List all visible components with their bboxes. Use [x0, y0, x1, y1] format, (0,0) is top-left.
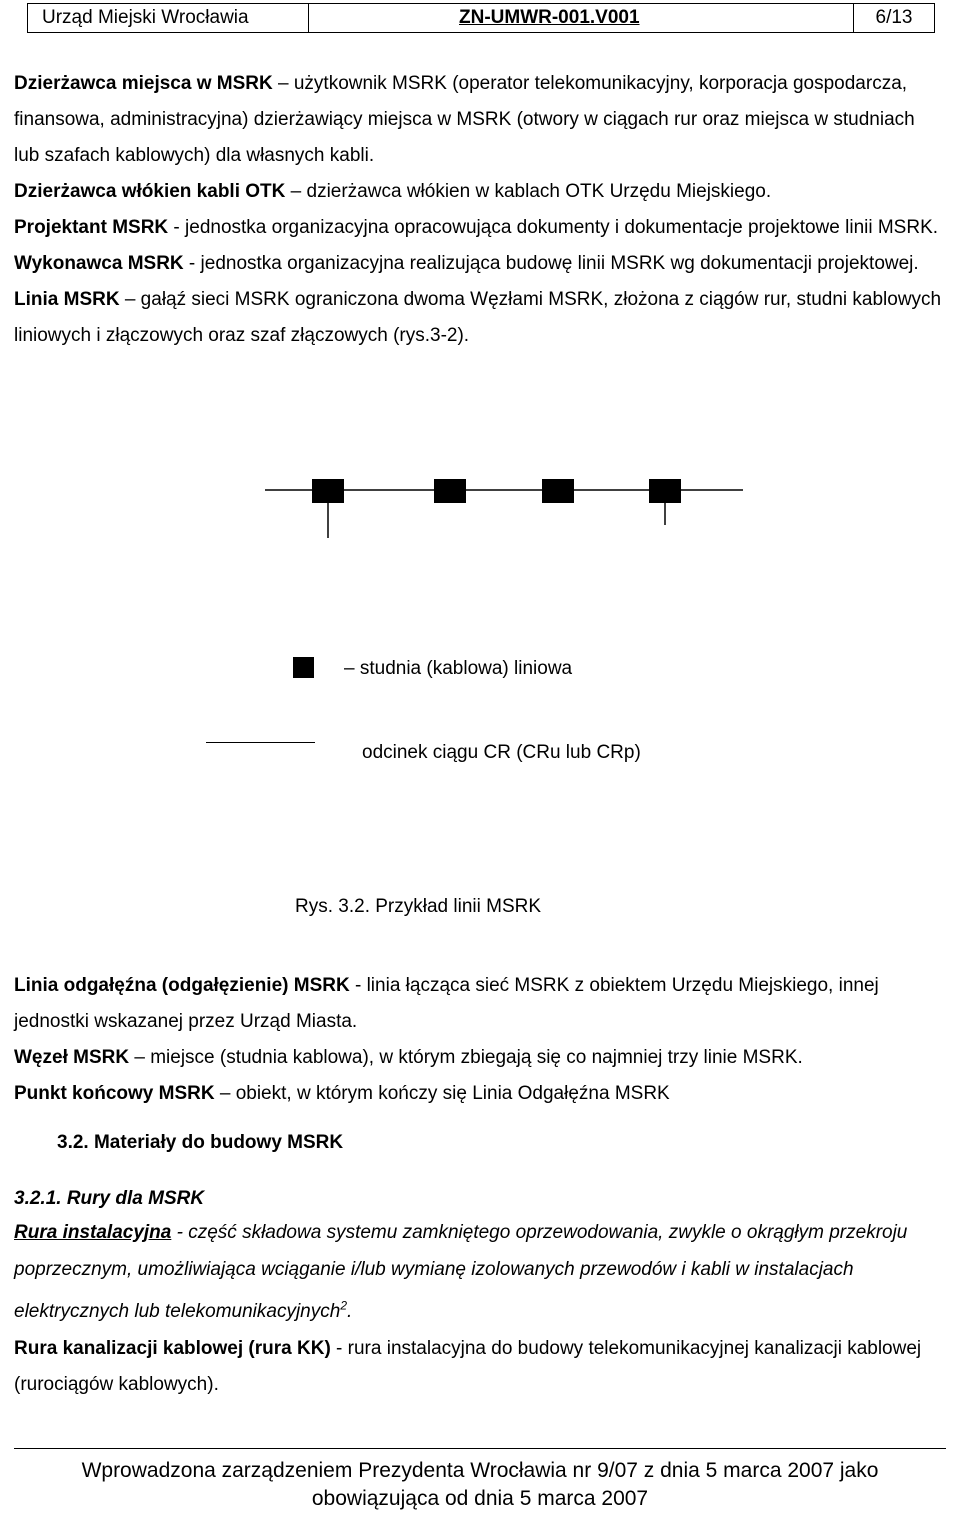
pipe-text: - rura instalacyjna do budowy telekomunikacyjnej kanalizacji kablowej (rurociągów kablowych). — [14, 1337, 922, 1396]
definition-term: Punkt końcowy MSRK — [14, 1083, 215, 1104]
pipe-definition — [14, 1215, 949, 1331]
definition-term: Linia MSRK — [14, 289, 120, 310]
footnote-ref: 2 — [340, 1299, 347, 1313]
segment-legend-label: odcinek ciągu CR (CRu lub CRp) — [362, 742, 641, 763]
definition-text: – miejsce (studnia kablowa), w którym zbiegają się co najmniej trzy linie MSRK. — [129, 1047, 803, 1068]
definition-term: Linia odgałęźna (odgałęzienie) MSRK — [14, 975, 350, 996]
definition-text: – gałąź sieci MSRK ograniczona dwoma Węzłami MSRK, złożona z ciągów rur, studni kablowych liniowych i złączowych oraz szaf złączowych (rys.3-2). — [14, 289, 942, 346]
definition-term: Dzierżawca miejsca w MSRK — [14, 73, 273, 94]
definition-text: - jednostka organizacyjna opracowująca dokumenty i dokumentacje projektowe linii MSRK. — [168, 217, 939, 238]
definition-text: – użytkownik MSRK (operator telekomunikacyjny, korporacja gospodarcza, finansowa, administracyjna) dzierżawiący miejsca w MSRK (otwory w ciągach rur oraz miejsca w studniach lub szafach kablowych) dla własnych kabli. — [14, 73, 915, 166]
pipe-definition — [14, 1331, 949, 1404]
header-org: Urząd Miejski Wrocławia — [28, 4, 309, 32]
footer-line-2: obowiązująca od dnia 5 marca 2007 — [311, 1487, 649, 1510]
page-footer — [14, 1448, 946, 1510]
definition-text: - linia łącząca sieć MSRK z obiektem Urzędu Miejskiego, innej jednostki wskazanej przez Urząd Miasta. — [14, 975, 879, 1032]
section-heading: 3.2. Materiały do budowy MSRK — [57, 1132, 344, 1153]
definition-paragraph — [14, 968, 949, 1040]
definition-paragraph — [14, 66, 944, 174]
definition-paragraph — [14, 1040, 949, 1076]
definition-paragraph — [14, 1076, 949, 1112]
pipe-term: Rura kanalizacji kablowej (rura KK) — [14, 1337, 331, 1359]
definition-term: Projektant MSRK — [14, 217, 169, 238]
segment-legend-symbol — [206, 742, 315, 743]
definition-term: Dzierżawca włókien kabli OTK — [14, 181, 286, 202]
definition-paragraph — [14, 174, 944, 210]
cable-well — [649, 479, 681, 503]
definition-term: Wykonawca MSRK — [14, 253, 184, 274]
pipe-term: Rura instalacyjna — [14, 1222, 172, 1243]
well-legend-label: – studnia (kablowa) liniowa — [344, 658, 573, 679]
header-doc-code: ZN-UMWR-001.V001 — [309, 4, 854, 32]
pipe-text-end: . — [347, 1301, 353, 1323]
definition-text: – obiekt, w którym kończy się Linia Odgałęźna MSRK — [214, 1083, 670, 1104]
msrk-line-diagram — [0, 470, 960, 570]
definition-paragraph — [14, 210, 944, 246]
footer-line-1: Wprowadzona zarządzeniem Prezydenta Wrocławia nr 9/07 z dnia 5 marca 2007 jako — [81, 1459, 879, 1482]
definition-text: - jednostka organizacyjna realizująca budowę linii MSRK wg dokumentacji projektowej. — [183, 253, 919, 274]
page-header — [27, 3, 935, 33]
definition-paragraph — [14, 246, 944, 282]
pipes-block — [14, 1215, 949, 1404]
cable-well — [434, 479, 466, 503]
definition-term: Węzeł MSRK — [14, 1047, 130, 1068]
well-legend-symbol — [293, 657, 314, 678]
pipe-text: - część składowa systemu zamkniętego oprzewodowania, zwykle o okrągłym przekroju poprzecznym, umożliwiająca wciąganie i/lub wymianę izolowanych przewodów i kabli w instalacjach elektrycznych lub telekomunikacyjnych — [14, 1222, 908, 1323]
definitions-block-2 — [14, 968, 949, 1112]
figure-caption: Rys. 3.2. Przykład linii MSRK — [295, 896, 542, 917]
diagram-legend — [0, 650, 960, 780]
cable-well — [542, 479, 574, 503]
subsection-heading: 3.2.1. Rury dla MSRK — [14, 1188, 205, 1209]
header-page-number: 6/13 — [875, 7, 913, 28]
cable-well — [312, 479, 344, 503]
definition-text: – dzierżawca włókien w kablach OTK Urzędu Miejskiego. — [285, 181, 772, 202]
definitions-block — [14, 66, 944, 354]
definition-paragraph — [14, 282, 944, 354]
